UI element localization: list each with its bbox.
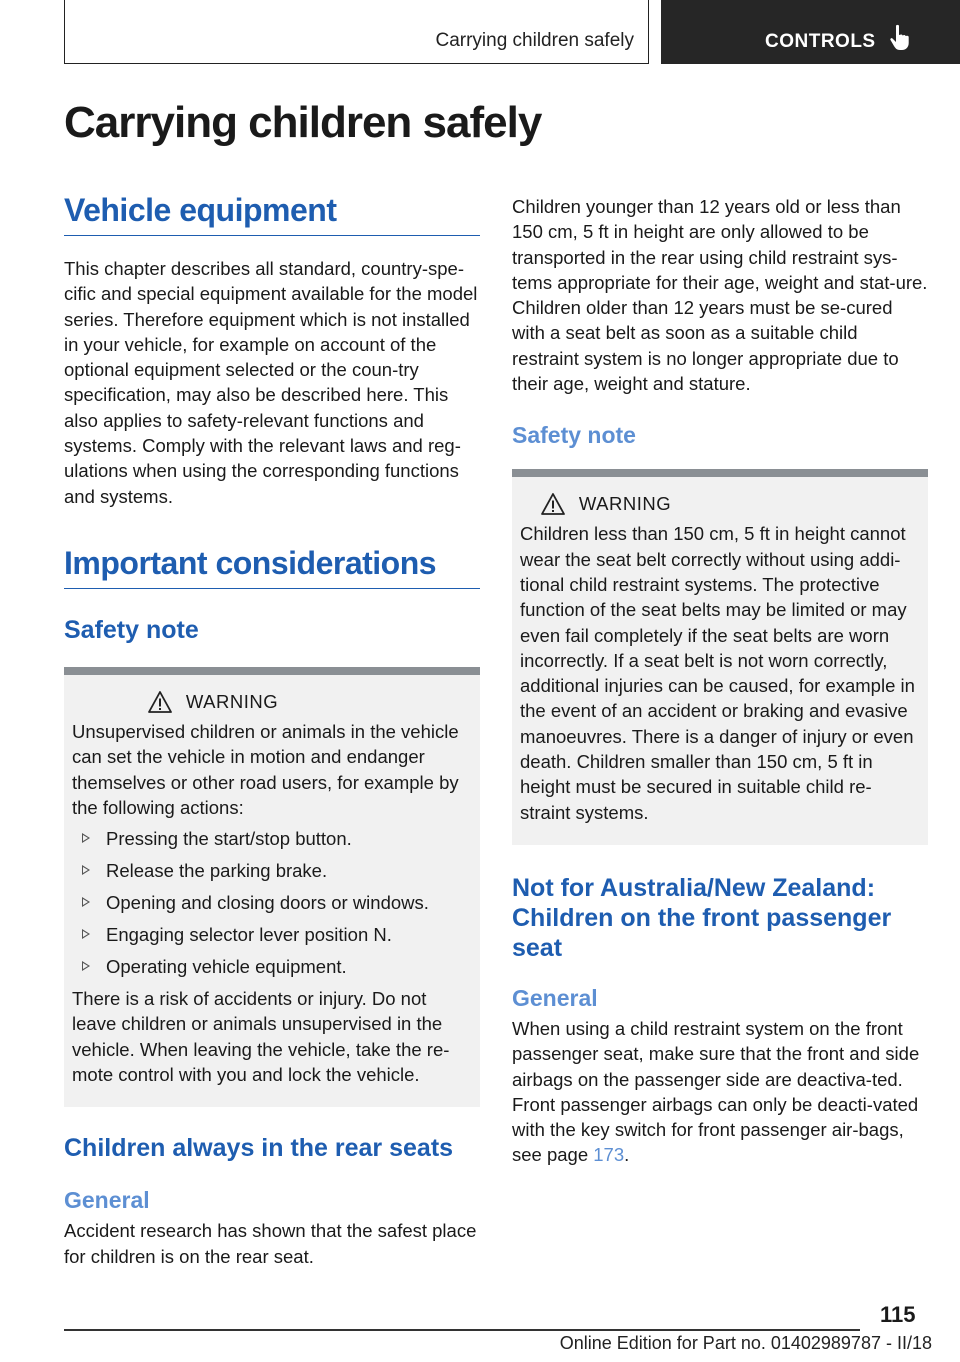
list-item: Engaging selector lever position N. [72, 922, 472, 947]
heading-general: General [64, 1187, 150, 1214]
bullet-arrow-icon [82, 961, 90, 971]
header-section-box [64, 0, 649, 64]
right-column [512, 194, 928, 1168]
bullet-arrow-icon [82, 865, 90, 875]
warning-label: WARNING [578, 493, 672, 515]
bullet-arrow-icon [82, 897, 90, 907]
warning-label: WARNING [185, 690, 279, 712]
header-chapter-title: CONTROLS [765, 31, 876, 52]
header-chapter-tab [661, 0, 960, 64]
warning-box-right [512, 469, 928, 845]
hand-pointer-icon [889, 24, 911, 57]
warning-header [72, 691, 472, 713]
list-item: Pressing the start/stop button. [72, 826, 472, 851]
bullet-arrow-icon [82, 833, 90, 843]
warning-triangle-icon [541, 493, 565, 515]
warning-conclusion: There is a risk of accidents or injury. Do not leave children or animals unsupervised in the vehicle. When leaving the vehicle, take the re-mote control with you and lock the vehicle. [72, 988, 450, 1086]
page-title: Carrying children safely [64, 98, 542, 147]
front-passenger-text: When using a child restraint system on the front passenger seat, make sure that the front and side airbags on the passenger side are deactiva-ted. Front passenger airbags can only be deacti-vated with the key switch for front passenger air-bags, see page 173. [512, 1017, 920, 1166]
heading-rear-seats: Children always in the rear seats [64, 1134, 454, 1163]
footer-divider [64, 1329, 860, 1331]
vehicle-equipment-text: This chapter describes all standard, country-spe-cific and special equipment available for the model series. Therefore equipment which is not installed in your vehicle, for example on account of the optional equipment selected or the coun-try specification, may also be described here. This also applies to safety-relevant functions and systems. Comply with the relevant laws and reg-ulations when using the corresponding functions and systems. [64, 258, 478, 507]
header-section-title: Carrying children safely [435, 30, 634, 51]
heading-safety-note: Safety note [64, 615, 199, 644]
page-number: 115 [880, 1302, 916, 1327]
heading-general-right: General [512, 984, 598, 1011]
list-item: Release the parking brake. [72, 858, 472, 883]
intro-text: Children younger than 12 years old or less than 150 cm, 5 ft in height are only allowed to be transported in the rear using child restraint sys-tems appropriate for their age, weight and stat-ure. Children older than 12 years must be se-cured with a seat belt as soon as a suitable child restraint system is no longer appropriate due to their age, weight and stature. [512, 196, 928, 395]
warning-text-right: Children less than 150 cm, 5 ft in height cannot wear the seat belt correctly without using addi-tional child restraint systems. The protective function of the seat belts may be limited or may even fail completely if the seat belts are worn incorrectly. If a seat belt is not worn correctly, additional injuries can be caused, for example in the event of an accident or braking and evasive manoeuvres. There is a danger of injury or even death. Children smaller than 150 cm, 5 ft in height must be secured in suitable child re-straint systems. [520, 523, 915, 823]
edition-text: Online Edition for Part no. 01402989787 - II/18 [559, 1333, 932, 1353]
rear-seats-text: Accident research has shown that the safest place for children is on the rear seat. [64, 1220, 477, 1267]
bullet-arrow-icon [82, 929, 90, 939]
heading-front-passenger: Not for Australia/New Zealand: Children on the front passenger seat [512, 873, 892, 962]
warning-triangle-icon [148, 691, 172, 713]
heading-important-considerations: Important considerations [64, 545, 480, 589]
list-item: Opening and closing doors or windows. [72, 890, 472, 915]
warning-text: Unsupervised children or animals in the vehicle can set the vehicle in motion and endanger themselves or other road users, for example by the following actions: [72, 720, 459, 818]
warning-bullet-list [72, 826, 472, 979]
heading-safety-note-right: Safety note [512, 422, 636, 449]
list-item: Operating vehicle equipment. [72, 954, 472, 979]
page-reference-link[interactable]: 173 [593, 1144, 625, 1166]
warning-box [64, 667, 480, 1107]
warning-header [520, 493, 920, 515]
heading-vehicle-equipment: Vehicle equipment [64, 192, 480, 236]
left-column [64, 192, 480, 1269]
